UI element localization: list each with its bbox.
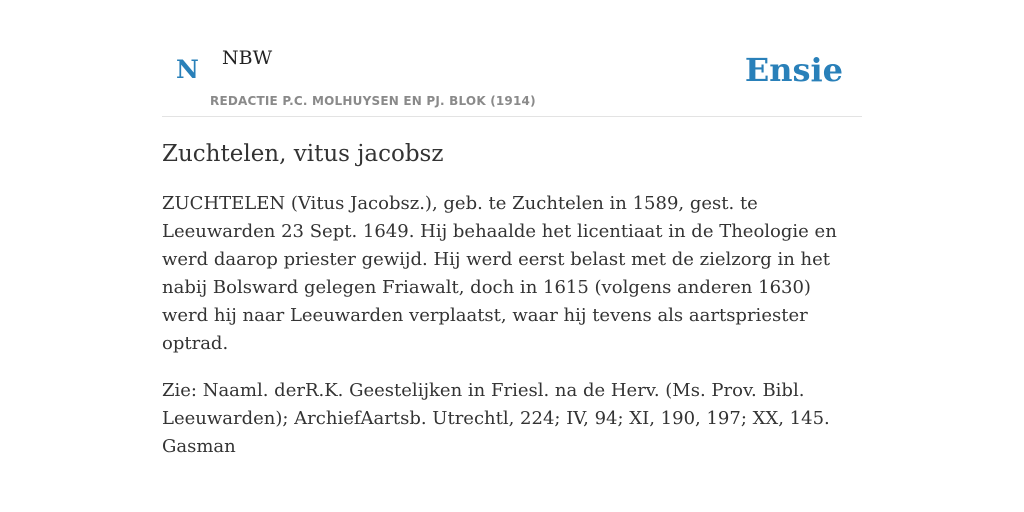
article-paragraph: ZUCHTELEN (Vitus Jacobsz.), geb. te Zuchtelen in 1589, gest. te Leeuwarden 23 Sept. 1649. Hij behaalde het licentiaat in de Theologie en werd daarop priester gewijd. Hij werd eerst belast met de zielzorg in het nabij Bolsward gelegen Friawalt, doch in 1615 (volgens anderen 1630) werd hij naar Leeuwarden verplaatst, waar hij tevens als aartspriester optrad. [162, 193, 837, 354]
article [162, 138, 862, 461]
article-paragraph: Zie: Naaml. derR.K. Geestelijken in Friesl. na de Herv. (Ms. Prov. Bibl. Leeuwarden); ArchiefAartsb. Utrechtl, 224; IV, 94; XI, 190, 197; XX, 145. Gasman [162, 380, 830, 457]
page-title: Zuchtelen, vitus jacobsz [162, 141, 444, 167]
source-header [162, 0, 862, 117]
source-logo[interactable]: N [176, 55, 199, 84]
brand-logo[interactable]: Ensie [744, 51, 843, 89]
source-subtitle: REDACTIE P.C. MOLHUYSEN EN PJ. BLOK (1914) [210, 94, 536, 108]
source-title[interactable]: NBW [222, 47, 273, 69]
